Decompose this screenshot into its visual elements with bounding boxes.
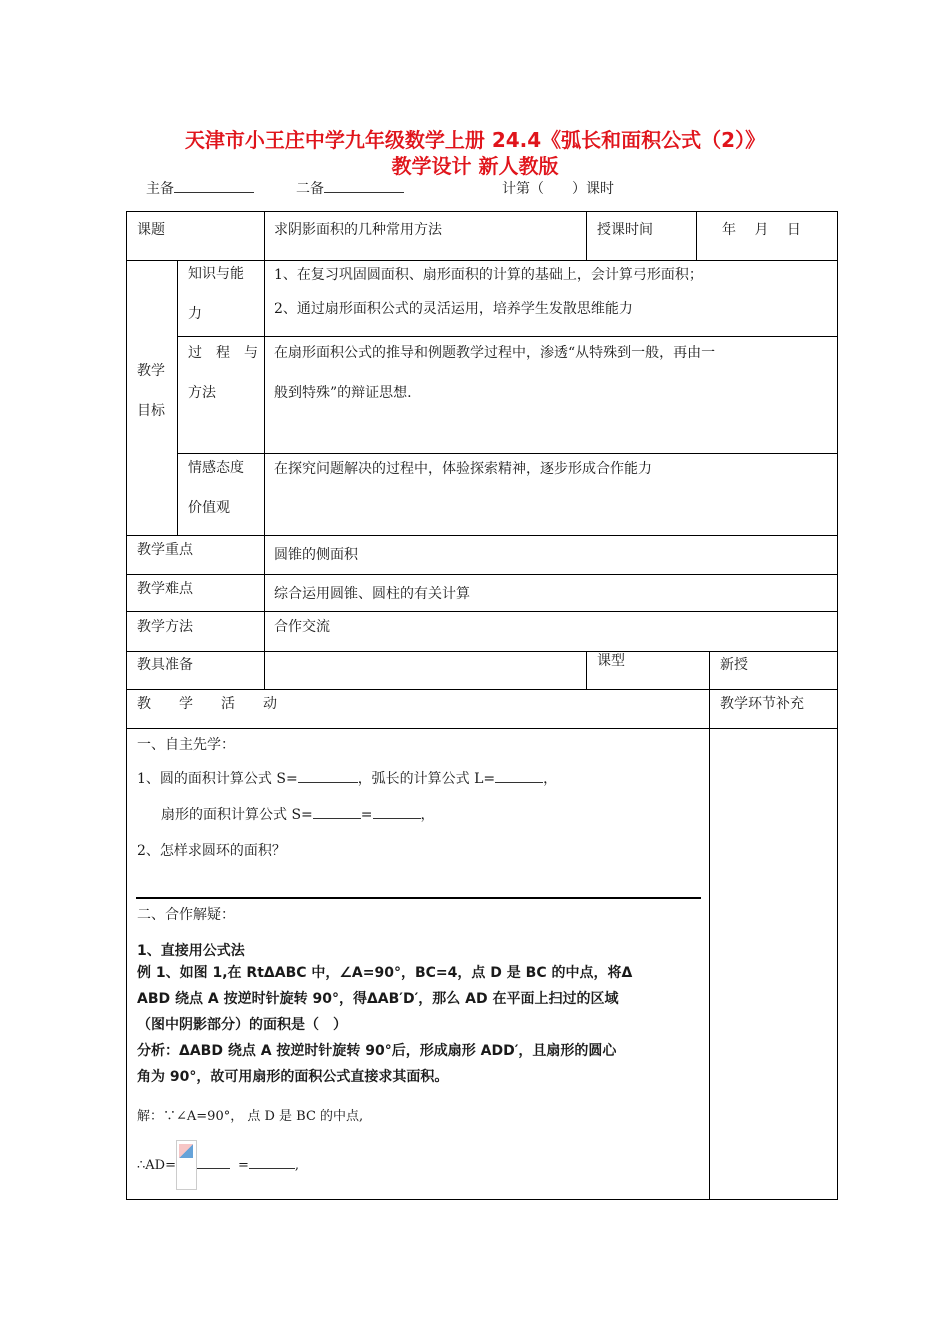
broken-image-placeholder (176, 1140, 197, 1190)
example-1-line1: 例 1、如图 1,在 RtΔABC 中，∠A=90°，BC=4，点 D 是 BC 的中点，将Δ (137, 965, 633, 981)
q1-equals: = (360, 807, 373, 823)
q1-comma: ， (543, 771, 558, 787)
tools-label: 教具准备 (137, 657, 193, 673)
goals-label (137, 351, 165, 431)
process-label-line1: 过 程 与 (188, 345, 258, 361)
activity-label: 教 学 活 动 (137, 696, 277, 712)
example-1-line2: ABD 绕点 A 按逆时针旋转 90°，得ΔAB′D′，那么 AD 在平面上扫过的区域 (137, 991, 619, 1007)
goals-label-line2: 目标 (137, 403, 165, 419)
knowledge-label-line1: 知识与能 (188, 266, 244, 282)
section-1-title: 一、自主先学： (137, 737, 235, 753)
q1-blank-2 (495, 782, 543, 783)
q1-sector-area-text: 扇形的面积计算公式 S= (161, 807, 313, 823)
emotion-label (188, 448, 244, 528)
q1-circle-area-text: 1、圆的面积计算公式 S= (137, 771, 298, 787)
knowledge-item-1: 1、在复习巩固圆面积、扇形面积的计算的基础上，会计算弓形面积； (274, 267, 703, 283)
difficulty-label: 教学难点 (137, 581, 193, 597)
supplement-label: 教学环节补充 (720, 696, 804, 712)
process-label-line2: 方法 (188, 385, 216, 401)
topic-value: 求阴影面积的几种常用方法 (274, 222, 442, 238)
knowledge-label-line2: 力 (188, 306, 202, 322)
prep1-blank (174, 178, 254, 193)
solution-blank-2 (249, 1168, 295, 1169)
key-label: 教学重点 (137, 542, 193, 558)
analysis-line2: 角为 90°，故可用扇形的面积公式直接求其面积。 (137, 1069, 449, 1085)
solution-line2 (137, 1156, 299, 1176)
question-1-line1 (137, 769, 557, 789)
prep1-field (146, 178, 254, 198)
analysis-line1: 分析：ΔABD 绕点 A 按逆时针旋转 90°后，形成扇形 ADD′，且扇形的圆心 (137, 1043, 617, 1059)
prep2-field (296, 178, 404, 198)
q1-comma-2: ， (420, 807, 435, 823)
time-label: 授课时间 (597, 222, 653, 238)
section-2-title: 二、合作解疑： (137, 907, 235, 923)
q1-arc-length-text: ，弧长的计算公式 L= (357, 771, 496, 787)
emotion-text: 在探究问题解决的过程中，体验探索精神，逐步形成合作能力 (274, 461, 652, 477)
document-title-line1: 天津市小王庄中学九年级数学上册 24.4《弧长和面积公式（2）》 (184, 128, 766, 152)
solution-line1: 解：∵∠A=90°， 点 D 是 BC 的中点, (137, 1109, 364, 1124)
solution-ad-label: ∴AD= (137, 1158, 176, 1173)
type-value: 新授 (720, 657, 748, 673)
solution-comma: , (294, 1158, 300, 1173)
q1-blank-4 (373, 818, 421, 819)
document-title-line2: 教学设计 新人教版 (391, 154, 559, 178)
image-icon (179, 1144, 193, 1158)
method-label: 教学方法 (137, 619, 193, 635)
solution-equals: = (237, 1158, 249, 1173)
knowledge-item-2: 2、通过扇形面积公式的灵活运用，培养学生发散思维能力 (274, 301, 633, 317)
process-text-line2: 般到特殊”的辩证思想. (274, 385, 412, 401)
emotion-label-line2: 价值观 (188, 500, 230, 516)
difficulty-value: 综合运用圆锥、圆柱的有关计算 (274, 586, 470, 602)
time-value: 年 月 日 (722, 222, 801, 238)
goals-label-line1: 教学 (137, 363, 165, 379)
process-label (188, 333, 258, 413)
knowledge-label (188, 254, 244, 334)
solution-blank-1 (196, 1168, 230, 1169)
method-value: 合作交流 (274, 619, 330, 635)
question-1-line2 (161, 805, 435, 825)
prep1-label: 主备 (146, 181, 174, 197)
example-1-line3: （图中阴影部分）的面积是（ ） (137, 1017, 347, 1033)
process-text-line1: 在扇形面积公式的推导和例题教学过程中，渗透“从特殊到一般，再由一 (274, 345, 716, 361)
emotion-label-line1: 情感态度 (188, 460, 244, 476)
prep2-blank (324, 178, 404, 193)
q1-blank-1 (298, 782, 358, 783)
plan-label: 计第（ ）课时 (502, 181, 614, 197)
type-label: 课型 (597, 653, 625, 669)
topic-label: 课题 (137, 222, 165, 238)
method-1-title: 1、直接用公式法 (137, 943, 245, 959)
process-text (274, 333, 715, 413)
prep2-label: 二备 (296, 181, 324, 197)
q1-blank-3 (313, 818, 361, 819)
question-2: 2、怎样求圆环的面积？ (137, 843, 286, 859)
key-value: 圆锥的侧面积 (274, 547, 358, 563)
